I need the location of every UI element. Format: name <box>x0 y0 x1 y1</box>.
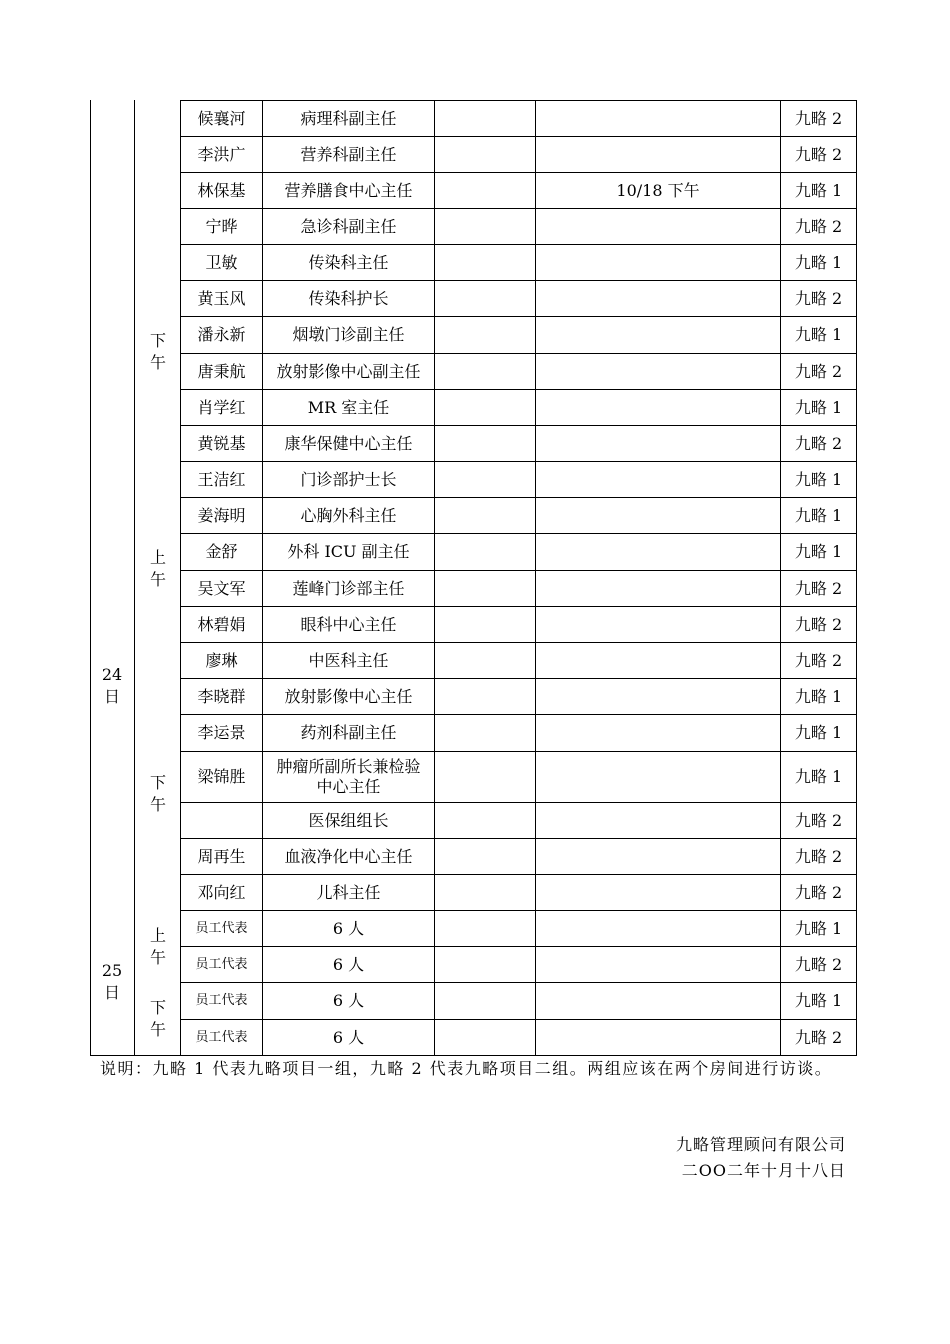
row-remark <box>536 390 780 425</box>
row-position: 血液净化中心主任 <box>284 846 413 866</box>
row-name: 李洪广 <box>197 144 246 164</box>
row-name <box>181 803 262 838</box>
row-group: 九略 2 <box>794 810 843 830</box>
row-name: 林保基 <box>197 180 246 200</box>
row-name: 周再生 <box>197 846 246 866</box>
row-group: 九略 2 <box>794 288 843 308</box>
row-position: 外科 ICU 副主任 <box>287 542 410 561</box>
row-group: 九略 1 <box>794 180 843 200</box>
row-remark <box>536 137 780 172</box>
row-remark <box>536 679 780 714</box>
row-name: 员工代表 <box>195 956 248 972</box>
row-group: 九略 1 <box>794 686 843 706</box>
row-remark <box>536 426 780 461</box>
period-char: 下 <box>149 998 166 1017</box>
row-group: 九略 2 <box>794 578 843 598</box>
period-char: 上 <box>149 926 166 945</box>
row-group: 九略 1 <box>794 325 843 344</box>
row-name: 候襄河 <box>197 108 246 128</box>
row-group: 九略 1 <box>794 767 843 786</box>
row-group: 九略 2 <box>794 954 843 974</box>
row-name: 姜海明 <box>197 505 246 525</box>
row-position: 肿瘤所副所长兼检验中心主任 <box>276 757 421 796</box>
row-remark <box>536 462 780 497</box>
row-position: 营养科副主任 <box>300 144 397 164</box>
row-group: 九略 1 <box>794 991 843 1010</box>
period-char: 上 <box>149 548 166 567</box>
table-rule <box>134 100 135 1055</box>
period-label <box>146 547 170 591</box>
row-group: 九略 1 <box>794 723 843 742</box>
row-position: 莲峰门诊部主任 <box>292 578 405 598</box>
row-name: 员工代表 <box>195 993 248 1008</box>
row-remark <box>536 281 780 316</box>
period-char: 午 <box>149 948 166 967</box>
row-position: 儿科主任 <box>316 882 381 902</box>
row-group: 九略 2 <box>794 108 843 128</box>
document-date: 二OO二年十月十八日 <box>681 1161 846 1180</box>
row-position: 医保组组长 <box>308 810 389 830</box>
day-label-25 <box>100 960 124 1004</box>
row-position: 烟墩门诊副主任 <box>292 325 405 344</box>
row-remark <box>536 803 780 838</box>
row-name: 廖琳 <box>205 650 238 670</box>
row-position: 放射影像中心主任 <box>284 686 413 706</box>
row-position: 6 人 <box>332 954 365 974</box>
row-group: 九略 2 <box>794 1027 843 1047</box>
row-remark <box>536 715 780 751</box>
period-label <box>146 772 170 816</box>
day-number: 25 <box>101 961 123 980</box>
row-group: 九略 1 <box>794 397 843 417</box>
row-group: 九略 1 <box>794 469 843 489</box>
row-position: 6 人 <box>332 991 365 1010</box>
row-name: 员工代表 <box>195 1029 248 1045</box>
row-group: 九略 2 <box>794 614 843 634</box>
row-group: 九略 1 <box>794 542 843 561</box>
row-remark <box>536 911 780 946</box>
row-name: 唐秉航 <box>197 361 246 381</box>
row-name: 黄锐基 <box>197 433 246 453</box>
row-position: 营养膳食中心主任 <box>284 180 413 200</box>
row-remark <box>536 607 780 642</box>
row-remark <box>536 101 780 136</box>
row-position: 6 人 <box>332 1027 365 1047</box>
period-label <box>146 330 170 374</box>
day-char: 日 <box>103 983 120 1002</box>
row-name: 梁锦胜 <box>197 767 246 786</box>
day-number: 24 <box>101 665 123 684</box>
row-remark <box>536 534 780 570</box>
period-char: 下 <box>149 773 166 792</box>
row-name: 李晓群 <box>197 686 246 706</box>
row-remark <box>536 752 780 802</box>
row-position: 药剂科副主任 <box>300 723 397 742</box>
row-group: 九略 2 <box>794 882 843 902</box>
row-name: 金舒 <box>205 542 238 561</box>
row-position: 中医科主任 <box>308 650 389 670</box>
row-remark <box>536 983 780 1019</box>
footnote: 说明：九略 1 代表九略项目一组，九略 2 代表九略项目二组。两组应该在两个房间进行访谈。 <box>100 1059 833 1078</box>
day-label-24 <box>100 664 124 708</box>
period-char: 午 <box>149 570 166 589</box>
row-name: 吴文军 <box>197 578 246 598</box>
row-position: 门诊部护士长 <box>300 469 397 489</box>
row-remark <box>536 1020 780 1055</box>
row-remark: 10/18 下午 <box>616 180 700 200</box>
row-name: 王洁红 <box>197 469 246 489</box>
period-char: 午 <box>149 1020 166 1039</box>
period-char: 午 <box>149 795 166 814</box>
row-remark <box>536 498 780 533</box>
row-group: 九略 2 <box>794 144 843 164</box>
row-group: 九略 2 <box>794 846 843 866</box>
row-name: 李运景 <box>197 723 246 742</box>
row-name: 员工代表 <box>195 920 248 936</box>
period-label <box>146 997 170 1041</box>
row-name: 黄玉风 <box>197 288 246 308</box>
row-position: 心胸外科主任 <box>300 505 397 525</box>
row-position: 放射影像中心副主任 <box>276 361 421 381</box>
row-remark <box>536 245 780 280</box>
row-remark <box>536 839 780 874</box>
row-position: 传染科护长 <box>308 288 389 308</box>
row-remark <box>536 317 780 353</box>
row-position: 康华保健中心主任 <box>284 433 413 453</box>
row-name: 卫敏 <box>205 252 238 272</box>
row-group: 九略 2 <box>794 433 843 453</box>
period-label <box>146 925 170 969</box>
row-name: 宁晔 <box>205 216 238 236</box>
row-group: 九略 2 <box>794 361 843 381</box>
period-char: 下 <box>149 331 166 350</box>
row-position: MR 室主任 <box>307 397 390 417</box>
row-name: 林碧娟 <box>197 614 246 634</box>
row-remark <box>536 875 780 910</box>
row-remark <box>536 209 780 244</box>
row-group: 九略 2 <box>794 216 843 236</box>
row-group: 九略 1 <box>794 918 843 938</box>
row-group: 九略 1 <box>794 252 843 272</box>
row-position: 6 人 <box>332 918 365 938</box>
row-position: 病理科副主任 <box>300 108 397 128</box>
row-name: 邓向红 <box>197 882 246 902</box>
row-group: 九略 1 <box>794 505 843 525</box>
day-char: 日 <box>103 687 120 706</box>
company-name: 九略管理顾问有限公司 <box>675 1135 846 1154</box>
row-remark <box>536 571 780 606</box>
row-position: 眼科中心主任 <box>300 614 397 634</box>
row-remark <box>536 947 780 982</box>
row-remark <box>536 354 780 389</box>
period-char: 午 <box>149 353 166 372</box>
row-position: 急诊科副主任 <box>300 216 397 236</box>
row-name: 潘永新 <box>197 325 246 344</box>
row-name: 肖学红 <box>197 397 246 417</box>
row-position: 传染科主任 <box>308 252 389 272</box>
row-group: 九略 2 <box>794 650 843 670</box>
table-rule <box>90 100 91 1055</box>
row-remark <box>536 643 780 678</box>
